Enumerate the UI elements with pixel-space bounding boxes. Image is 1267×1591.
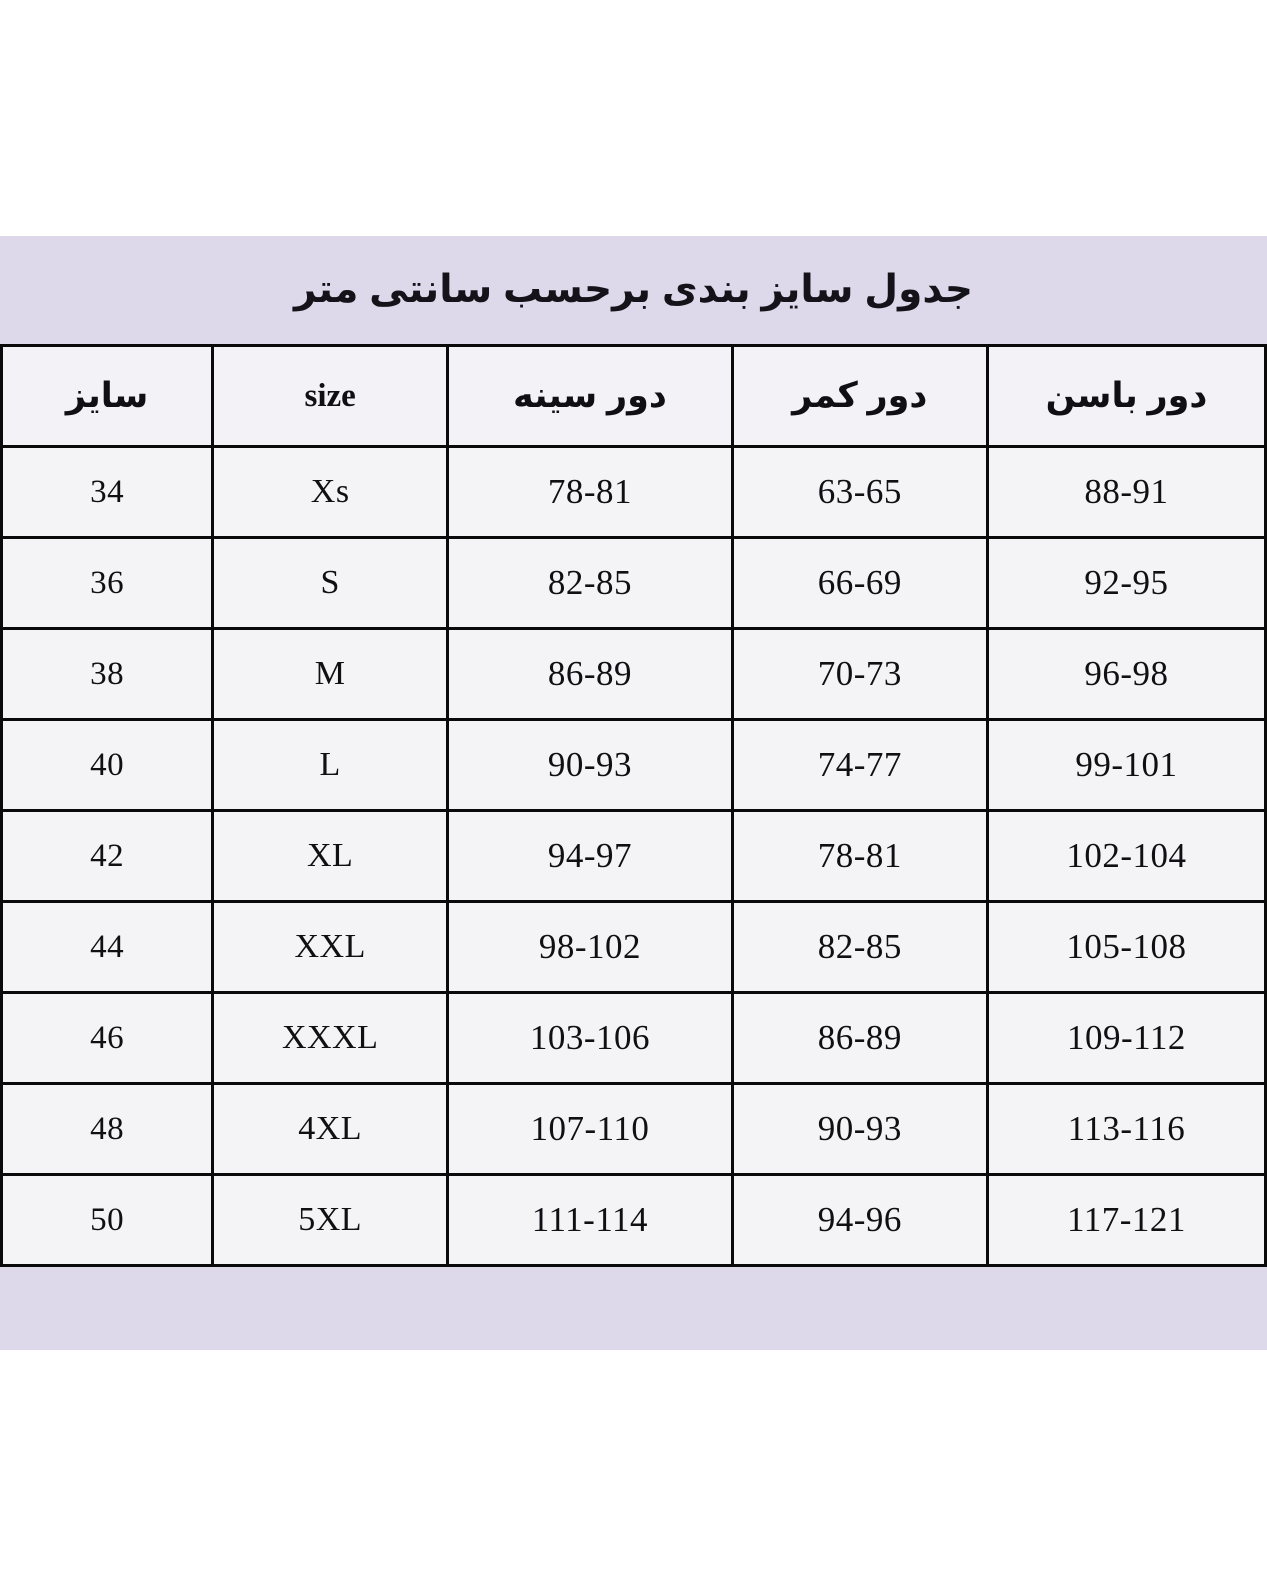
cell-bust: 90-93 (448, 720, 732, 811)
cell-hip: 113-116 (987, 1084, 1265, 1175)
cell-bust: 107-110 (448, 1084, 732, 1175)
table-row (2, 629, 1266, 720)
page-title: جدول سایز بندی برحسب سانتی متر (294, 268, 973, 311)
table-row (2, 811, 1266, 902)
cell-size: 5XL (213, 1175, 448, 1266)
cell-bust: 98-102 (448, 902, 732, 993)
cell-waist: 74-77 (732, 720, 987, 811)
cell-bust: 94-97 (448, 811, 732, 902)
cell-waist: 66-69 (732, 538, 987, 629)
table-row (2, 447, 1266, 538)
table-header (2, 346, 1266, 447)
cell-size: L (213, 720, 448, 811)
cell-hip: 88-91 (987, 447, 1265, 538)
column-header-bust: دور سینه (448, 346, 732, 447)
cell-size-number: 38 (2, 629, 213, 720)
cell-size: XXL (213, 902, 448, 993)
cell-waist: 94-96 (732, 1175, 987, 1266)
cell-hip: 92-95 (987, 538, 1265, 629)
table-row (2, 720, 1266, 811)
cell-size: XXXL (213, 993, 448, 1084)
column-header-size-number: سایز (2, 346, 213, 447)
cell-size-number: 36 (2, 538, 213, 629)
cell-waist: 63-65 (732, 447, 987, 538)
cell-waist: 82-85 (732, 902, 987, 993)
cell-waist: 90-93 (732, 1084, 987, 1175)
column-header-size: size (213, 346, 448, 447)
cell-hip: 109-112 (987, 993, 1265, 1084)
cell-hip: 117-121 (987, 1175, 1265, 1266)
cell-bust: 82-85 (448, 538, 732, 629)
cell-size-number: 40 (2, 720, 213, 811)
cell-size-number: 48 (2, 1084, 213, 1175)
cell-bust: 111-114 (448, 1175, 732, 1266)
column-header-waist: دور کمر (732, 346, 987, 447)
table-body (2, 447, 1266, 1266)
cell-size-number: 34 (2, 447, 213, 538)
cell-size-number: 42 (2, 811, 213, 902)
cell-size-number: 50 (2, 1175, 213, 1266)
cell-size: M (213, 629, 448, 720)
cell-size: S (213, 538, 448, 629)
cell-size: 4XL (213, 1084, 448, 1175)
table-row (2, 1175, 1266, 1266)
cell-size: Xs (213, 447, 448, 538)
table-row (2, 1084, 1266, 1175)
size-table (0, 344, 1267, 1267)
cell-bust: 78-81 (448, 447, 732, 538)
cell-waist: 70-73 (732, 629, 987, 720)
cell-hip: 96-98 (987, 629, 1265, 720)
card-bottom-spacer (0, 1267, 1267, 1325)
size-table-container (0, 344, 1267, 1267)
cell-waist: 86-89 (732, 993, 987, 1084)
cell-hip: 102-104 (987, 811, 1265, 902)
cell-waist: 78-81 (732, 811, 987, 902)
cell-size: XL (213, 811, 448, 902)
table-row (2, 902, 1266, 993)
column-header-hip: دور باسن (987, 346, 1265, 447)
table-row (2, 538, 1266, 629)
cell-size-number: 44 (2, 902, 213, 993)
cell-hip: 105-108 (987, 902, 1265, 993)
cell-bust: 103-106 (448, 993, 732, 1084)
cell-hip: 99-101 (987, 720, 1265, 811)
cell-size-number: 46 (2, 993, 213, 1084)
cell-bust: 86-89 (448, 629, 732, 720)
table-row (2, 993, 1266, 1084)
table-header-row (2, 346, 1266, 447)
size-chart-card (0, 236, 1267, 1350)
